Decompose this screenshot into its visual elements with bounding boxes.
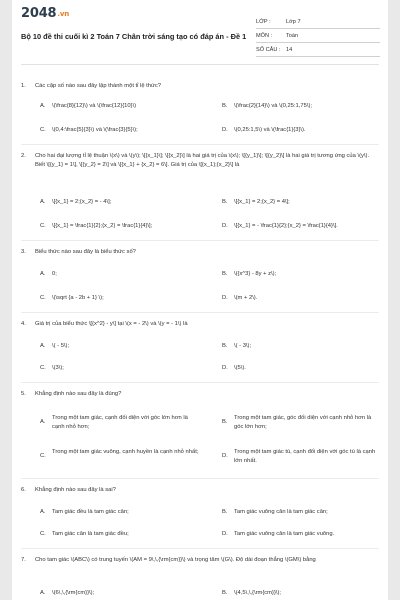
option-letter: A. — [40, 509, 46, 515]
option-text: \[{x_1} = 2;{x_2} = 4\]; — [234, 199, 290, 205]
option-text: \(\frac{2}{14}\) và \(0,25:1,75\); — [234, 103, 312, 109]
option-text: 0; — [52, 271, 57, 277]
option-text: Trong một tam giác tù, cạnh đối diện với góc tù là cạnh lớn nhất. — [234, 449, 376, 465]
question-divider — [21, 548, 379, 549]
site-logo[interactable] — [21, 6, 69, 21]
meta-subject-label: MÔN : — [256, 33, 273, 39]
option-letter: A. — [40, 103, 46, 109]
option-text: \(5\). — [234, 365, 246, 371]
option-letter: C. — [40, 531, 46, 537]
meta-count-value: 14 — [286, 47, 293, 53]
question-number: 6. — [21, 487, 26, 493]
question-number: 7. — [21, 557, 26, 563]
option-letter: B. — [222, 590, 228, 596]
option-letter: D. — [222, 127, 228, 133]
option-letter: D. — [222, 295, 228, 301]
option-text: Tam giác đều là tam giác cân; — [52, 509, 129, 515]
option-text: \( - 3\); — [234, 343, 252, 349]
option-letter: D. — [222, 365, 228, 371]
question-stem: Cho tam giác \(ABC\) có trung tuyến \(AM = 9\,\,{\rm{cm}}\) và trọng tâm \(G\). Độ dài đoạn thẳng \(GM\) bằng — [35, 557, 316, 563]
question-number: 4. — [21, 321, 26, 327]
question-divider — [21, 144, 379, 145]
option-text: \(4,5\,\,{\rm{cm}}\); — [234, 590, 282, 596]
option-text: \[{x_1} = 2;{x_2} = - 4\]; — [52, 199, 112, 205]
option-letter: D. — [222, 531, 228, 537]
question-stem: Các cặp số nào sau đây lập thành một tỉ lệ thức? — [35, 83, 162, 89]
option-letter: B. — [222, 199, 228, 205]
option-letter: B. — [222, 509, 228, 515]
meta-grade — [256, 16, 380, 29]
logo-suffix: .vn — [57, 10, 69, 18]
option-text: Tam giác vuông cân là tam giác cân; — [234, 509, 328, 515]
question-divider — [21, 478, 379, 479]
meta-subject-value: Toán — [286, 33, 299, 39]
option-letter: B. — [222, 343, 228, 349]
option-text: \(m + 2\). — [234, 295, 258, 301]
page-header — [12, 0, 388, 60]
meta-subject — [256, 30, 380, 43]
option-letter: C. — [40, 127, 46, 133]
question-number: 3. — [21, 249, 26, 255]
header-divider — [21, 64, 379, 65]
question-stem: Cho hai đại lượng tỉ lệ thuận \(x\) và \(y\); \[{x_1}\]; \[{x_2}\] là hai giá trị của \(x\); \[{y_1}\]; \[{y_2}\] là hai giá trị tương ứng của \(y\). Biết \[{y_1} = 1\], \[{y_2} = 2\] và \[{x_1} + {x_2} = 6\]. Giá trị của \[{x_1};{x_2}\] là — [35, 153, 370, 169]
document-title: Bộ 10 đề thi cuối kì 2 Toán 7 Chân trời sáng tạo có đáp án - Đề 1 — [21, 32, 247, 41]
option-text: \(0,25:1,5\) và \(\frac{1}{3}\). — [234, 127, 306, 133]
option-text: \[{x_1} = - \frac{1}{2};{x_2} = \frac{1}{4}\]. — [234, 223, 338, 229]
option-letter: B. — [222, 271, 228, 277]
option-text: \(\frac{8}{12}\) và \(\frac{12}{10}\) — [52, 103, 137, 109]
option-letter: A. — [40, 419, 46, 425]
meta-grade-label: LỚP : — [256, 19, 271, 25]
option-letter: C. — [40, 453, 46, 459]
option-letter: D. — [222, 223, 228, 229]
question-divider — [21, 382, 379, 383]
option-letter: B. — [222, 419, 228, 425]
option-text: Trong một tam giác vuông, cạnh huyền là cạnh nhỏ nhất; — [52, 449, 199, 455]
option-letter: A. — [40, 590, 46, 596]
meta-grade-value: Lớp 7 — [286, 19, 301, 25]
question-divider — [21, 240, 379, 241]
question-stem: Biểu thức nào sau đây là biểu thức số? — [35, 249, 136, 255]
option-letter: C. — [40, 295, 46, 301]
option-text: \[{x_1} = \frac{1}{2};{x_2} = \frac{1}{4}\]; — [52, 223, 153, 229]
option-letter: D. — [222, 453, 228, 459]
meta-question-count — [256, 44, 380, 57]
option-letter: A. — [40, 343, 46, 349]
option-text: \( - 5\); — [52, 343, 70, 349]
option-text: \(3\); — [52, 365, 64, 371]
logo-text: 2048 — [21, 6, 57, 21]
question-divider — [21, 312, 379, 313]
question-stem: Giá trị của biểu thức \[{x^2} - y\] tại \(x = - 2\) và \(y = - 1\) là — [35, 321, 188, 327]
meta-count-label: SỐ CÂU : — [256, 47, 281, 53]
option-text: \(6\,\,{\rm{cm}}\); — [52, 590, 95, 596]
option-letter: B. — [222, 103, 228, 109]
option-text: Tam giác vuông cân là tam giác vuông. — [234, 531, 335, 537]
option-text: \(0,4:\frac{5}{3}\) và \(\frac{3}{5}\); — [52, 127, 138, 133]
option-text: \({x^3} - 8y + z\); — [234, 271, 277, 277]
option-text: Trong một tam giác, góc đối diện với cạnh nhỏ hơn là góc lớn hơn; — [234, 415, 372, 431]
question-stem: Khẳng định nào sau đây là đúng? — [35, 391, 122, 397]
option-letter: C. — [40, 365, 46, 371]
question-number: 5. — [21, 391, 26, 397]
option-letter: A. — [40, 199, 46, 205]
question-number: 2. — [21, 153, 26, 159]
option-letter: A. — [40, 271, 46, 277]
option-text: Trong một tam giác, cạnh đối diện với góc lớn hơn là cạnh nhỏ hơn; — [52, 415, 188, 431]
exam-page — [12, 0, 388, 600]
option-text: \(\sqrt {a - 2b + 1} \); — [52, 295, 104, 301]
question-number: 1. — [21, 83, 26, 89]
question-stem: Khẳng định nào sau đây là sai? — [35, 487, 116, 493]
option-letter: C. — [40, 223, 46, 229]
option-text: Tam giác cân là tam giác đều; — [52, 531, 129, 537]
